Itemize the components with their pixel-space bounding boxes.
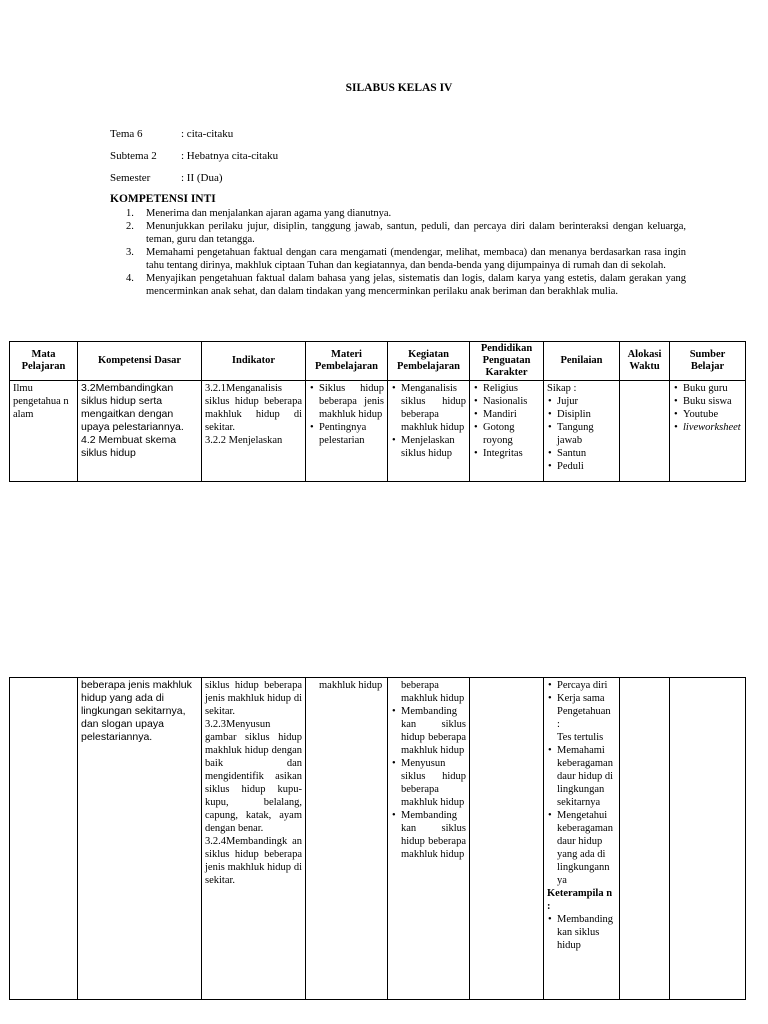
- ki-item: [110, 246, 686, 272]
- header-kompetensi-dasar: Kompetensi Dasar: [78, 342, 202, 381]
- ki-number: 3.: [126, 247, 134, 258]
- list-item: • Percaya diri: [557, 679, 616, 692]
- list-item: • Menganalisis siklus hidup beberapa makhluk hidup: [401, 382, 466, 434]
- cell-penilaian: [544, 381, 620, 482]
- list-item: • Youtube: [683, 408, 742, 421]
- ki-text: Memahami pengetahuan faktual dengan cara mengamati (mendengar, melihat, membaca) dan menanya berdasarkan rasa ingin tahu tentang dirinya, makhluk ciptaan Tuhan dan kegiatannya, dan benda-benda yang dijumpainya di rumah dan di sekolah.: [146, 247, 686, 271]
- list-item: • Siklus hidup beberapa jenis makhluk hidup: [319, 382, 384, 421]
- header-karakter: Pendidikan Penguatan Karakter: [470, 342, 544, 381]
- cell-kegiatan: [388, 381, 470, 482]
- list-item: • Religius: [483, 382, 540, 395]
- cell-kegiatan: [388, 678, 470, 1000]
- cell-mata-pelajaran: [10, 678, 78, 1000]
- list-item: • liveworksheet: [683, 421, 742, 434]
- indikator-continued: siklus hidup beberapa jenis makhluk hidup di sekitar.: [205, 680, 302, 717]
- list-item: • Menjelaskan siklus hidup: [401, 434, 466, 460]
- header-mata-pelajaran: Mata Pelajaran: [10, 342, 78, 381]
- ki-list: [110, 207, 686, 298]
- kd-continued: beberapa jenis makhluk hidup yang ada di lingkungan sekitarnya, dan slogan upaya pelestariannya.: [81, 679, 192, 743]
- header-indikator: Indikator: [202, 342, 306, 381]
- ki-number: 2.: [126, 221, 134, 232]
- list-item: • Membanding kan siklus hidup beberapa makhluk hidup: [401, 705, 466, 757]
- cell-indikator: [202, 381, 306, 482]
- list-item: • Disiplin: [557, 408, 616, 421]
- list-item: • Peduli: [557, 460, 616, 473]
- list-item: • Santun: [557, 447, 616, 460]
- indikator-3-2-2: 3.2.2 Menjelaskan: [205, 435, 283, 446]
- header-kegiatan: Kegiatan Pembelajaran: [388, 342, 470, 381]
- meta-value-semester: : II (Dua): [181, 172, 223, 184]
- indikator-3-2-3: 3.2.3Menyusun gambar siklus hidup makhluk hidup dengan baik dan mengidentifik asikan siklus hidup kupu-kupu, belalang, capung, katak, ayam dengan benar.: [205, 719, 302, 834]
- cell-penilaian: [544, 678, 620, 1000]
- cell-indikator: [202, 678, 306, 1000]
- penilaian-label-pengetahuan: Pengetahuan :: [557, 706, 611, 730]
- penilaian-label-sikap: Sikap :: [547, 383, 577, 394]
- table-row: [10, 381, 746, 482]
- cell-sumber-belajar: [670, 381, 746, 482]
- list-item: • Menyusun siklus hidup beberapa makhluk hidup: [401, 757, 466, 809]
- list-item: • Mengetahui keberagaman daur hidup yang ada di lingkungann ya: [557, 809, 616, 887]
- meta-label-semester: Semester: [110, 172, 151, 184]
- cell-karakter: [470, 381, 544, 482]
- cell-materi: [306, 381, 388, 482]
- header-sumber-belajar: Sumber Belajar: [670, 342, 746, 381]
- list-item: • Pentingnya pelestarian: [319, 421, 384, 447]
- list-item: • Buku siswa: [683, 395, 742, 408]
- meta-value-tema: : cita-citaku: [181, 128, 234, 140]
- header-alokasi-waktu: Alokasi Waktu: [620, 342, 670, 381]
- ki-text: Menyajikan pengetahuan faktual dalam bahasa yang jelas, sistematis dan logis, dalam karya yang estetis, dalam gerakan yang mencerminkan anak sehat, dan dalam tindakan yang mencerminkan perilaku anak beriman dan berakhlak mulia.: [146, 273, 686, 297]
- list-item: • Tangung jawab: [557, 421, 616, 447]
- list-item: • Membanding kan siklus hidup: [557, 913, 616, 952]
- ki-item: [110, 272, 686, 298]
- cell-mata-pelajaran: Ilmu pengetahua n alam: [10, 381, 78, 482]
- list-item: • Mandiri: [483, 408, 540, 421]
- cell-materi: [306, 678, 388, 1000]
- list-item: • Membanding kan siklus hidup beberapa makhluk hidup: [401, 809, 466, 861]
- cell-sumber-belajar: [670, 678, 746, 1000]
- ki-item: [110, 220, 686, 246]
- list-item: • Buku guru: [683, 382, 742, 395]
- list-item: • Kerja sama: [557, 692, 616, 705]
- cell-kompetensi-dasar: [78, 381, 202, 482]
- table-row: [10, 678, 746, 1000]
- kegiatan-continued: beberapa makhluk hidup: [401, 680, 465, 704]
- kd-4-2: 4.2 Membuat skema siklus hidup: [81, 434, 177, 459]
- indikator-3-2-1: 3.2.1Menganalisis siklus hidup beberapa makhluk hidup di sekitar.: [205, 383, 302, 433]
- meta-label-tema: Tema 6: [110, 128, 143, 140]
- penilaian-label-keterampilan: Keterampila n :: [547, 888, 613, 912]
- penilaian-tes: Tes tertulis: [557, 732, 604, 743]
- ki-item: [110, 207, 686, 220]
- meta-value-subtema: : Hebatnya cita-citaku: [181, 150, 279, 162]
- cell-kompetensi-dasar: [78, 678, 202, 1000]
- list-item: • Jujur: [557, 395, 616, 408]
- syllabus-table-page2: [9, 677, 746, 1000]
- header-materi: Materi Pembelajaran: [306, 342, 388, 381]
- meta-label-subtema: Subtema 2: [110, 150, 157, 162]
- list-item: • Integritas: [483, 447, 540, 460]
- cell-alokasi-waktu: [620, 678, 670, 1000]
- list-item: • Gotong royong: [483, 421, 540, 447]
- syllabus-table-page1: [9, 341, 746, 482]
- ki-text: Menunjukkan perilaku jujur, disiplin, tanggung jawab, santun, peduli, dan percaya diri dalam berinteraksi dengan keluarga, teman, guru dan tetangga.: [146, 221, 686, 245]
- cell-alokasi-waktu: [620, 381, 670, 482]
- indikator-3-2-4: 3.2.4Membandingk an siklus hidup beberapa jenis makhluk hidup di sekitar.: [205, 836, 302, 886]
- ki-number: 4.: [126, 273, 134, 284]
- ki-heading: KOMPETENSI INTI: [110, 193, 216, 205]
- list-item: • Memahami keberagaman daur hidup di lingkungan sekitarnya: [557, 744, 616, 809]
- materi-continued: makhluk hidup: [319, 680, 383, 691]
- page-title: SILABUS KELAS IV: [345, 82, 453, 94]
- cell-karakter: [470, 678, 544, 1000]
- ki-text: Menerima dan menjalankan ajaran agama yang dianutnya.: [146, 208, 392, 219]
- header-penilaian: Penilaian: [544, 342, 620, 381]
- kd-3-2: 3.2Membandingkan siklus hidup serta mengaitkan dengan upaya pelestariannya.: [81, 382, 184, 433]
- list-item: • Nasionalis: [483, 395, 540, 408]
- ki-number: 1.: [126, 208, 134, 219]
- table-header-row: [10, 342, 746, 381]
